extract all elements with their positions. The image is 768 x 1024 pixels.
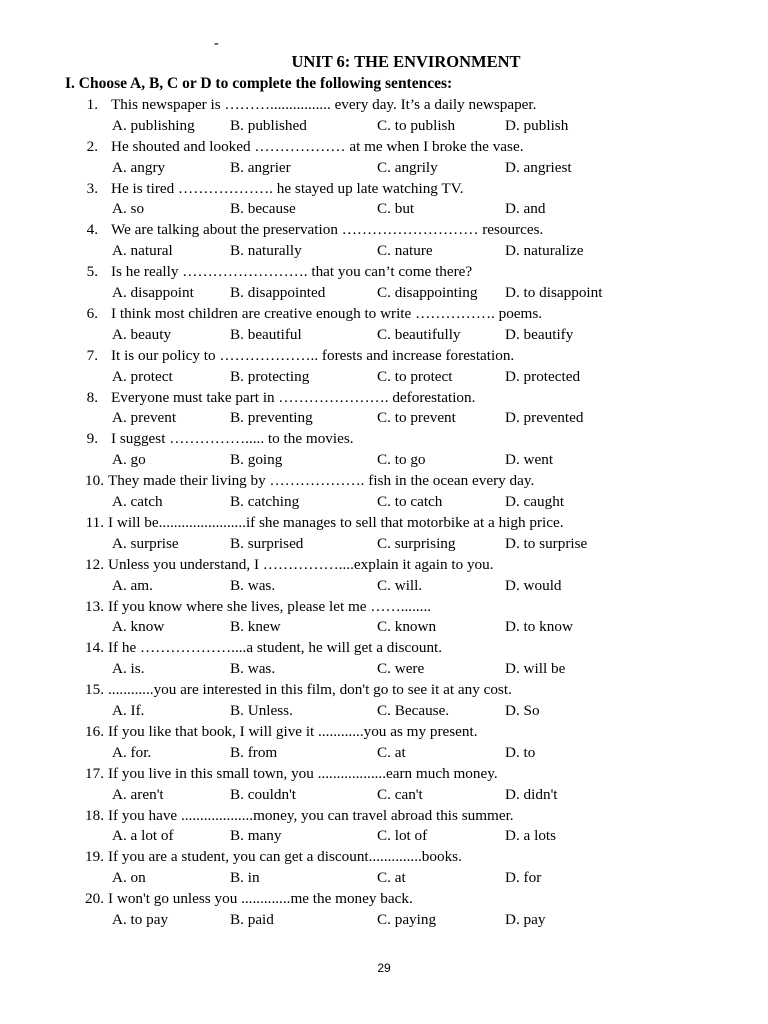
answer-option-c: C. to protect bbox=[377, 367, 453, 385]
answer-option-a: A. to pay bbox=[112, 911, 169, 929]
question-item bbox=[0, 597, 768, 639]
question-item bbox=[0, 638, 768, 680]
answer-option-c: C. to go bbox=[377, 451, 426, 469]
answer-options bbox=[0, 450, 768, 471]
answer-option-a: A. protect bbox=[112, 367, 173, 385]
stray-mark: - bbox=[214, 36, 219, 51]
question-text: It is our policy to ……………….. forests and increase forestation. bbox=[111, 346, 515, 364]
question-item bbox=[0, 95, 768, 137]
question-number: 2. bbox=[86, 137, 98, 155]
answer-option-c: C. can't bbox=[377, 785, 423, 803]
question-text: ............you are interested in this film, don't go to see it at any cost. bbox=[108, 681, 512, 699]
answer-option-b: B. paid bbox=[230, 911, 274, 929]
answer-option-a: A. a lot of bbox=[112, 827, 174, 845]
answer-option-b: B. in bbox=[230, 869, 260, 887]
answer-option-a: A. prevent bbox=[112, 409, 177, 427]
answer-options bbox=[0, 576, 768, 597]
answer-option-a: A. natural bbox=[112, 242, 173, 260]
answer-options bbox=[0, 199, 768, 220]
answer-option-a: A. so bbox=[112, 200, 145, 218]
answer-options bbox=[0, 116, 768, 137]
question-list bbox=[0, 95, 768, 931]
answer-option-b: B. many bbox=[230, 827, 282, 845]
question-item bbox=[0, 889, 768, 931]
answer-option-d: D. pay bbox=[505, 911, 546, 929]
answer-option-c: C. but bbox=[377, 200, 415, 218]
page-number: 29 bbox=[377, 961, 391, 975]
answer-option-b: B. from bbox=[230, 743, 278, 761]
answer-option-c: C. paying bbox=[377, 911, 437, 929]
question-item bbox=[0, 179, 768, 221]
question-text: If you are a student, you can get a discount..............books. bbox=[108, 848, 462, 866]
answer-option-d: D. and bbox=[505, 200, 546, 218]
question-item bbox=[0, 137, 768, 179]
answer-option-a: A. surprise bbox=[112, 534, 179, 552]
answer-option-b: B. angrier bbox=[230, 158, 291, 176]
answer-options bbox=[0, 158, 768, 179]
answer-option-d: D. to know bbox=[505, 618, 573, 636]
answer-option-a: A. beauty bbox=[112, 325, 172, 343]
answer-option-d: D. protected bbox=[505, 367, 581, 385]
answer-options bbox=[0, 241, 768, 262]
question-text: Unless you understand, I ……………....explain it again to you. bbox=[108, 555, 494, 573]
question-number: 12. bbox=[85, 555, 104, 573]
answer-option-a: A. catch bbox=[112, 493, 163, 511]
answer-option-b: B. beautiful bbox=[230, 325, 302, 343]
question-text: This newspaper is ………................ every day. It’s a daily newspaper. bbox=[111, 96, 537, 113]
question-number: 4. bbox=[86, 221, 98, 239]
question-number: 18. bbox=[85, 806, 104, 824]
question-item bbox=[0, 471, 768, 513]
answer-option-c: C. to publish bbox=[377, 116, 456, 134]
answer-options bbox=[0, 868, 768, 889]
question-text: I won't go unless you .............me the money back. bbox=[108, 890, 413, 908]
answer-option-c: C. to catch bbox=[377, 493, 443, 511]
question-text: If you like that book, I will give it ............you as my present. bbox=[108, 722, 478, 740]
question-item bbox=[0, 764, 768, 806]
question-text: I will be.......................if she manages to sell that motorbike at a high price. bbox=[108, 513, 564, 531]
question-item bbox=[0, 262, 768, 304]
question-text: If you live in this small town, you ..................earn much money. bbox=[108, 764, 498, 782]
answer-option-c: C. disappointing bbox=[377, 284, 478, 302]
answer-option-c: C. to prevent bbox=[377, 409, 456, 427]
answer-option-c: C. will. bbox=[377, 576, 423, 594]
answer-options bbox=[0, 617, 768, 638]
answer-options bbox=[0, 701, 768, 722]
question-item bbox=[0, 555, 768, 597]
answer-option-b: B. surprised bbox=[230, 534, 304, 552]
question-number: 17. bbox=[85, 764, 104, 782]
question-text: If he ………………....a student, he will get a discount. bbox=[108, 639, 443, 657]
question-text: I think most children are creative enough to write ……………. poems. bbox=[111, 304, 543, 322]
answer-option-a: A. go bbox=[112, 451, 146, 469]
answer-option-c: C. lot of bbox=[377, 827, 428, 845]
answer-options bbox=[0, 785, 768, 806]
answer-option-b: B. catching bbox=[230, 493, 300, 511]
answer-option-b: B. protecting bbox=[230, 367, 310, 385]
question-number: 11. bbox=[85, 513, 104, 531]
answer-option-b: B. couldn't bbox=[230, 785, 297, 803]
question-text: If you have ...................money, you can travel abroad this summer. bbox=[108, 806, 514, 824]
answer-option-c: C. nature bbox=[377, 242, 433, 260]
question-item bbox=[0, 513, 768, 555]
answer-option-d: D. caught bbox=[505, 493, 565, 511]
question-text: Is he really ……………………. that you can’t come there? bbox=[111, 263, 473, 281]
answer-options bbox=[0, 367, 768, 388]
answer-option-d: D. beautify bbox=[505, 325, 574, 343]
answer-option-d: D. to surprise bbox=[505, 534, 588, 552]
question-item bbox=[0, 722, 768, 764]
answer-option-a: A. angry bbox=[112, 158, 166, 176]
question-item bbox=[0, 429, 768, 471]
question-text: I suggest ……………..... to the movies. bbox=[111, 430, 354, 448]
answer-option-a: A. for. bbox=[112, 743, 152, 761]
question-number: 10. bbox=[85, 472, 104, 490]
answer-option-a: A. If. bbox=[112, 702, 145, 720]
answer-option-a: A. aren't bbox=[112, 785, 164, 803]
question-number: 14. bbox=[85, 639, 104, 657]
answer-option-b: B. because bbox=[230, 200, 296, 218]
question-number: 15. bbox=[85, 681, 104, 699]
answer-option-d: D. didn't bbox=[505, 785, 558, 803]
answer-option-d: D. a lots bbox=[505, 827, 557, 845]
question-number: 9. bbox=[86, 430, 98, 448]
question-text: Everyone must take part in …………………. deforestation. bbox=[111, 388, 476, 406]
answer-option-c: C. beautifully bbox=[377, 325, 461, 343]
answer-options bbox=[0, 659, 768, 680]
question-number: 16. bbox=[85, 722, 104, 740]
question-text: He shouted and looked ……………… at me when I broke the vase. bbox=[111, 137, 524, 155]
answer-option-d: D. prevented bbox=[505, 409, 584, 427]
answer-option-a: A. publishing bbox=[112, 116, 195, 134]
question-item bbox=[0, 680, 768, 722]
section-heading: I. Choose A, B, C or D to complete the following sentences: bbox=[65, 75, 453, 92]
answer-option-b: B. naturally bbox=[230, 242, 302, 260]
question-item bbox=[0, 806, 768, 848]
question-item bbox=[0, 346, 768, 388]
answer-option-b: B. going bbox=[230, 451, 283, 469]
answer-options bbox=[0, 826, 768, 847]
answer-option-a: A. disappoint bbox=[112, 284, 194, 302]
answer-option-b: B. disappointed bbox=[230, 284, 326, 302]
answer-option-b: B. knew bbox=[230, 618, 281, 636]
question-item bbox=[0, 847, 768, 889]
answer-option-b: B. Unless. bbox=[230, 702, 293, 720]
answer-option-d: D. would bbox=[505, 576, 562, 594]
question-item bbox=[0, 388, 768, 430]
answer-option-d: D. naturalize bbox=[505, 242, 584, 260]
answer-option-c: C. angrily bbox=[377, 158, 438, 176]
answer-options bbox=[0, 408, 768, 429]
answer-option-c: C. at bbox=[377, 743, 406, 761]
answer-option-d: D. to bbox=[505, 743, 536, 761]
answer-option-c: C. Because. bbox=[377, 702, 450, 720]
answer-option-d: D. will be bbox=[505, 660, 566, 678]
question-text: They made their living by ………………. fish in the ocean every day. bbox=[108, 472, 535, 490]
answer-options bbox=[0, 283, 768, 304]
answer-option-a: A. on bbox=[112, 869, 146, 887]
question-number: 3. bbox=[86, 179, 98, 197]
question-text: We are talking about the preservation ……………………… resources. bbox=[111, 221, 544, 239]
answer-option-c: C. were bbox=[377, 660, 425, 678]
answer-option-a: A. know bbox=[112, 618, 165, 636]
question-text: If you know where she lives, please let me ……........ bbox=[108, 597, 432, 615]
question-number: 19. bbox=[85, 848, 104, 866]
question-number: 20. bbox=[85, 890, 104, 908]
answer-option-b: B. published bbox=[230, 116, 307, 134]
answer-option-c: C. surprising bbox=[377, 534, 456, 552]
answer-options bbox=[0, 910, 768, 931]
question-number: 7. bbox=[86, 346, 98, 364]
answer-option-c: C. known bbox=[377, 618, 437, 636]
question-item bbox=[0, 220, 768, 262]
page-title: UNIT 6: THE ENVIRONMENT bbox=[291, 52, 521, 71]
answer-options bbox=[0, 325, 768, 346]
answer-option-d: D. So bbox=[505, 702, 540, 720]
answer-option-a: A. am. bbox=[112, 576, 153, 594]
answer-option-b: B. was. bbox=[230, 576, 276, 594]
answer-option-d: D. to disappoint bbox=[505, 284, 603, 302]
question-item bbox=[0, 304, 768, 346]
answer-option-a: A. is. bbox=[112, 660, 145, 678]
question-number: 8. bbox=[86, 388, 98, 406]
question-number: 5. bbox=[86, 263, 98, 281]
answer-option-c: C. at bbox=[377, 869, 406, 887]
answer-options bbox=[0, 534, 768, 555]
answer-option-b: B. was. bbox=[230, 660, 276, 678]
answer-option-b: B. preventing bbox=[230, 409, 313, 427]
answer-option-d: D. for bbox=[505, 869, 542, 887]
question-number: 13. bbox=[85, 597, 104, 615]
answer-option-d: D. angriest bbox=[505, 158, 572, 176]
answer-options bbox=[0, 743, 768, 764]
question-text: He is tired ………………. he stayed up late watching TV. bbox=[111, 179, 464, 197]
question-number: 6. bbox=[86, 304, 98, 322]
answer-option-d: D. publish bbox=[505, 116, 569, 134]
question-number: 1. bbox=[86, 96, 98, 113]
answer-options bbox=[0, 492, 768, 513]
answer-option-d: D. went bbox=[505, 451, 554, 469]
